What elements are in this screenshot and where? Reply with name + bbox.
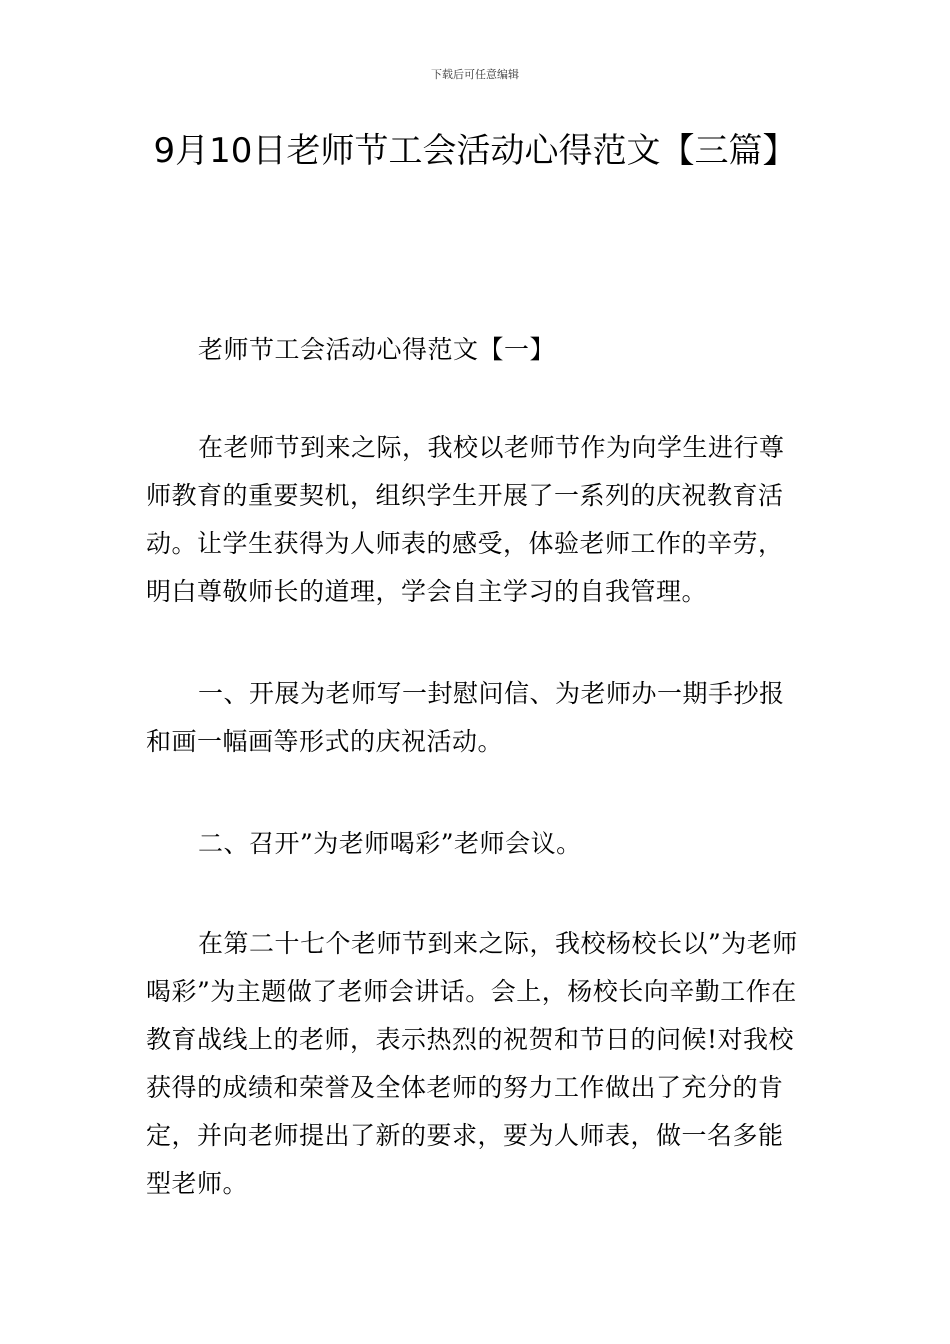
paragraph-item-one: 一、开展为老师写一封慰问信、为老师办一期手抄报和画一幅画等形式的庆祝活动。 bbox=[146, 679, 785, 756]
document-title: 9月10日老师节工会活动心得范文【三篇】 bbox=[153, 131, 797, 171]
section-heading: 老师节工会活动心得范文【一】 bbox=[198, 335, 556, 364]
header-note: 下载后可任意编辑 bbox=[431, 68, 519, 81]
paragraph-item-two: 二、召开”为老师喝彩”老师会议。 bbox=[198, 829, 582, 858]
paragraph-intro: 在老师节到来之际，我校以老师节作为向学生进行尊师教育的重要契机，组织学生开展了一系列的庆祝教育活动。让学生获得为人师表的感受，体验老师工作的辛劳，明白尊敬师长的道理，学会自主学习的自我管理。 bbox=[146, 433, 785, 606]
paragraph-principal-speech: 在第二十七个老师节到来之际，我校杨校长以”为老师喝彩”为主题做了老师会讲话。会上，杨校长向辛勤工作在教育战线上的老师，表示热烈的祝贺和节日的问候!对我校获得的成绩和荣誉及全体老师的努力工作做出了充分的肯定，并向老师提出了新的要求，要为人师表，做一名多能型老师。 bbox=[146, 929, 798, 1198]
